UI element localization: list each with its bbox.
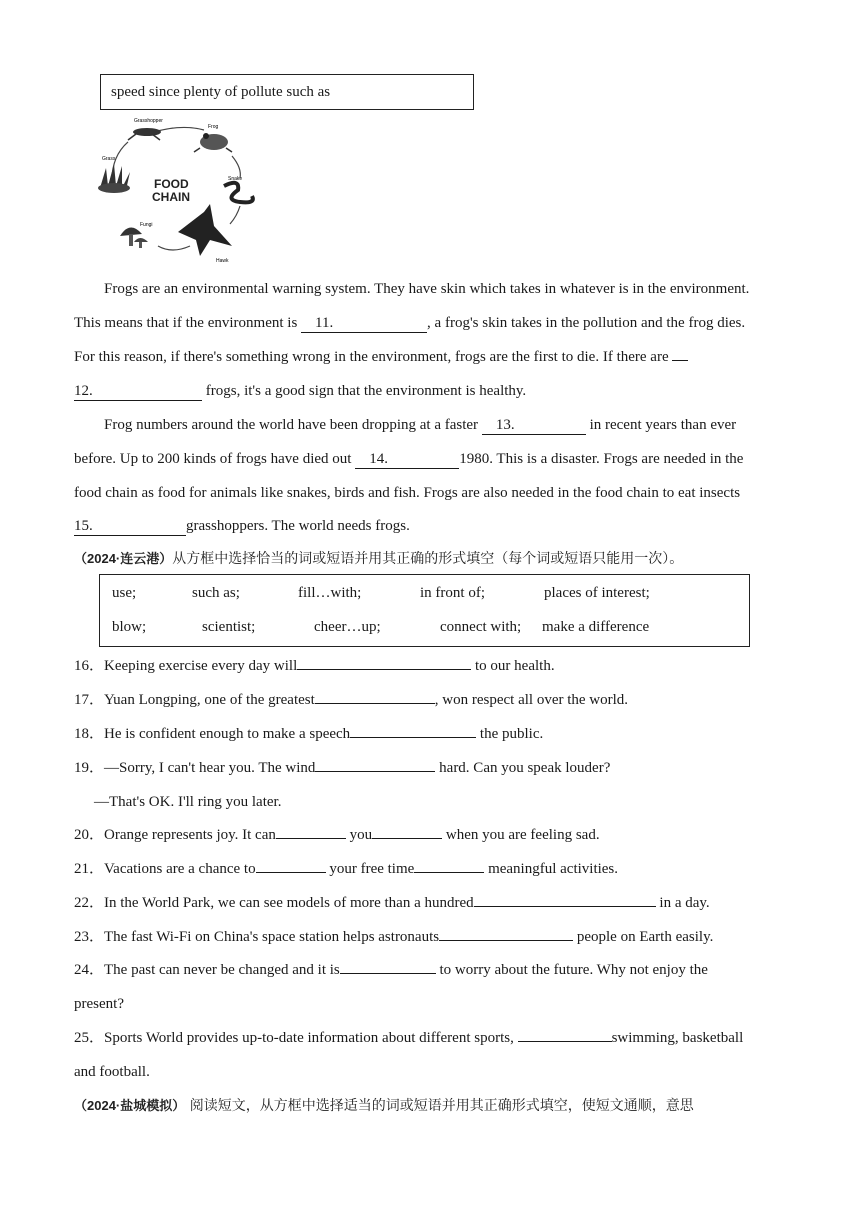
section-2-tag: （2024·连云港） [74, 551, 173, 566]
grasshopper-icon [128, 128, 161, 140]
blank-20b[interactable] [372, 838, 442, 839]
blank-24[interactable] [340, 973, 436, 974]
blank-19[interactable] [315, 771, 435, 772]
section-3-tag: （2024·盐城模拟） [74, 1098, 186, 1113]
hawk-icon [178, 204, 232, 256]
frog-icon [194, 133, 232, 152]
label-grass: Grass [102, 156, 116, 162]
question-24: 24．The past can never be changed and it is to worry about the future. Why not enjoy the [74, 962, 708, 978]
blank-21a[interactable] [256, 872, 326, 873]
snake-icon [224, 183, 253, 203]
question-21: 21．Vacations are a chance to your free time meaningful activities. [74, 861, 619, 877]
blank-23[interactable] [439, 940, 573, 941]
question-20: 20．Orange represents joy. It can you when you are feeling sad. [74, 827, 600, 843]
passage-line: Frogs are an environmental warning system. They have skin which takes in whatever is in the environment. [104, 281, 750, 297]
food-chain-title-2: CHAIN [152, 190, 190, 204]
word-option: connect with; [440, 619, 522, 635]
passage-line: Frog numbers around the world have been dropping at a faster 13. in recent years than ever [104, 417, 737, 433]
word-option: places of interest; [544, 585, 650, 601]
blank-14[interactable]: 14. [355, 450, 459, 469]
word-box [99, 574, 750, 647]
section-3-instruction: 阅读短文，从方框中选择适当的词或短语并用其正确形式填空，使短文通顺，意思 [189, 1098, 694, 1114]
label-grasshopper: Grasshopper [134, 118, 163, 124]
top-word-box-text: speed since plenty of pollute such as [111, 84, 331, 100]
food-chain-title-1: FOOD [154, 177, 189, 191]
arrow-hawk-fungi [158, 246, 190, 250]
word-option: use; [112, 585, 137, 601]
passage-line: 12. frogs, it's a good sign that the environment is healthy. [74, 383, 527, 399]
question-25-cont: and football. [74, 1064, 150, 1080]
blank-12-start[interactable] [672, 360, 688, 361]
word-option: blow; [112, 619, 147, 635]
question-19: 19．—Sorry, I can't hear you. The wind hard. Can you speak louder? [74, 760, 611, 776]
word-option: fill…with; [298, 585, 362, 601]
section-3-heading [74, 1096, 694, 1116]
blank-16[interactable] [297, 669, 471, 670]
arrow-grasshopper-frog [154, 127, 204, 132]
question-24-cont: present? [74, 996, 124, 1012]
blank-25[interactable] [518, 1041, 612, 1042]
question-18: 18．He is confident enough to make a speech the public. [74, 726, 544, 742]
passage-line: 15. grasshoppers. The world needs frogs. [74, 518, 410, 534]
question-16: 16．Keeping exercise every day will to our health. [74, 658, 555, 674]
word-option: such as; [192, 585, 240, 601]
section-2-heading [74, 549, 683, 569]
passage-line: food chain as food for animals like snakes, birds and fish. Frogs are also needed in the food chain to eat insects [74, 485, 741, 501]
blank-22[interactable] [474, 906, 656, 907]
question-23: 23．The fast Wi-Fi on China's space station helps astronauts people on Earth easily. [74, 929, 714, 945]
fungi-icon [120, 227, 148, 248]
grass-icon [98, 164, 130, 193]
blank-21b[interactable] [414, 872, 484, 873]
passage-line: For this reason, if there's something wrong in the environment, frogs are the first to die. If there are [74, 347, 688, 367]
word-option: in front of; [420, 585, 485, 601]
word-option: make a difference [542, 619, 650, 635]
word-option: cheer…up; [314, 619, 381, 635]
question-17: 17．Yuan Longping, one of the greatest , won respect all over the world. [74, 692, 629, 708]
arrow-frog-snake [232, 156, 240, 178]
label-frog: Frog [208, 124, 219, 130]
question-19-reply: —That's OK. I'll ring you later. [94, 794, 282, 810]
blank-17[interactable] [315, 703, 435, 704]
label-fungi: Fungi [140, 222, 153, 228]
blank-20a[interactable] [276, 838, 346, 839]
blank-11[interactable]: 11. [301, 314, 427, 333]
question-22: 22．In the World Park, we can see models of more than a hundred in a day. [74, 895, 710, 911]
blank-18[interactable] [350, 737, 476, 738]
question-25: 25．Sports World provides up-to-date information about different sports, swimming, basketball [74, 1030, 744, 1046]
top-word-box [100, 74, 474, 110]
label-snake: Snake [228, 176, 243, 182]
food-chain-diagram [92, 116, 267, 266]
passage-line: This means that if the environment is 11. , a frog's skin takes in the pollution and the frog dies. [74, 315, 746, 331]
word-option: scientist; [202, 619, 256, 635]
blank-13[interactable]: 13. [482, 416, 586, 435]
blank-15[interactable]: 15. [74, 517, 186, 536]
passage-line: before. Up to 200 kinds of frogs have died out 14. 1980. This is a disaster. Frogs are needed in the [74, 451, 744, 467]
arrow-snake-hawk [230, 206, 240, 224]
blank-12[interactable]: 12. [74, 382, 202, 401]
section-2-instruction: 从方框中选择恰当的词或短语并用其正确的形式填空（每个词或短语只能用一次）。 [172, 551, 684, 567]
label-hawk: Hawk [216, 258, 229, 264]
